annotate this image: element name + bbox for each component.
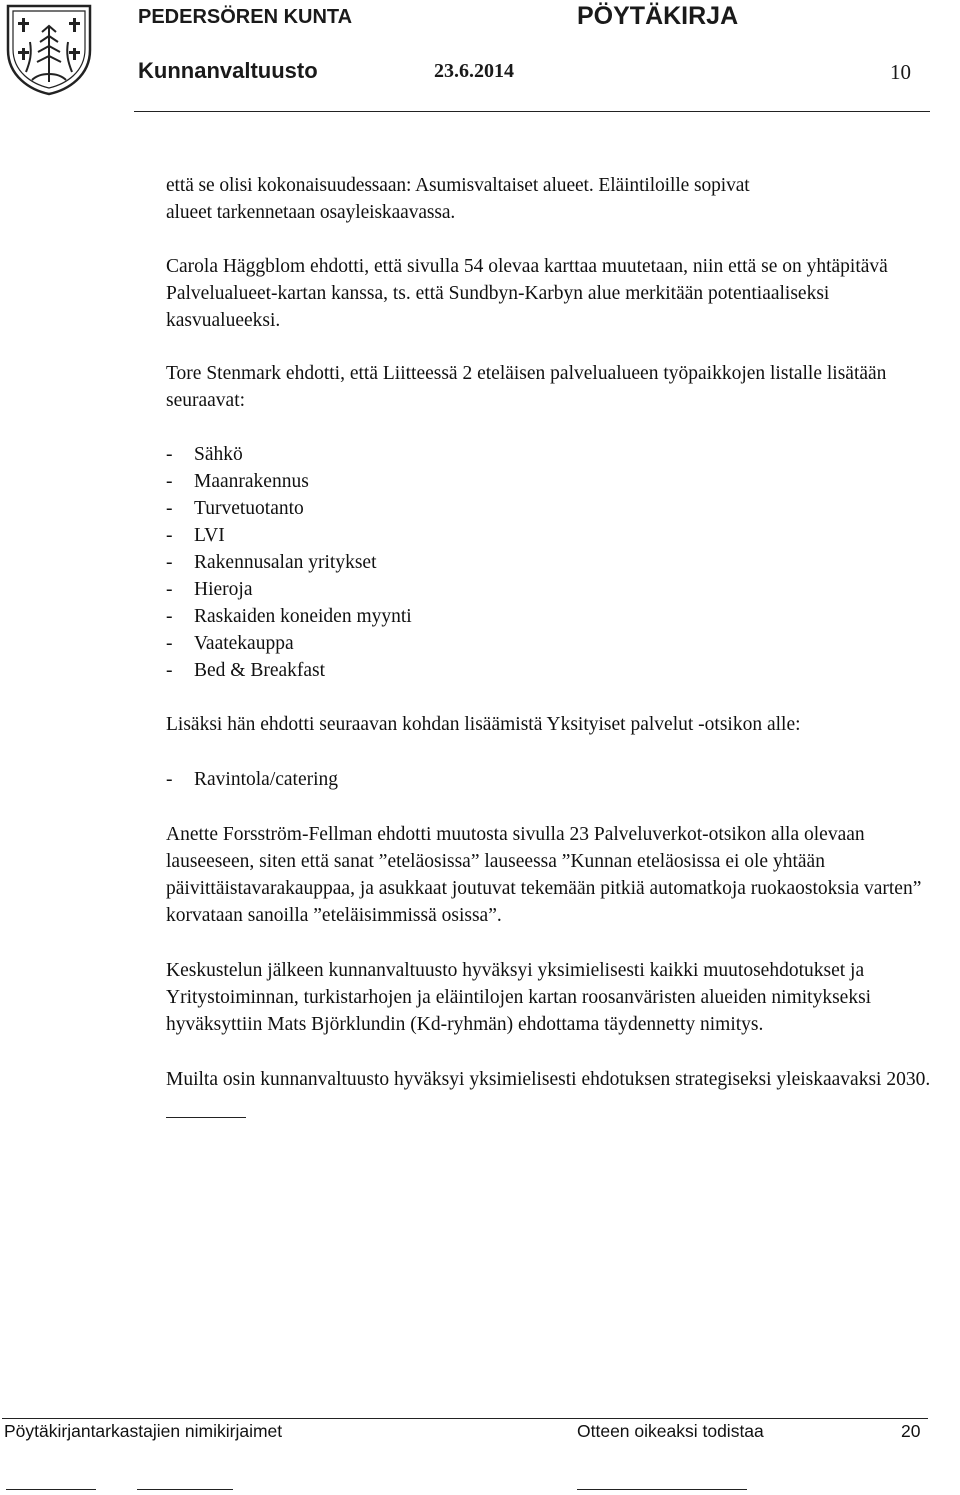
paragraph-5: Anette Forsström-Fellman ehdotti muutosta sivulla 23 Palveluverkot-otsikon alla olevaan lauseeseen, siten että sanat ”eteläosissa” lauseessa ”Kunnan eteläosissa ei ole yhtään päivittäistavarakauppaa, ja asukkaat joutuvat tekemään pitkiä automatkoja ruokaostoksia varten” korvataan sanoilla ”eteläisimmissä osissa”.	[166, 824, 922, 926]
job-list	[166, 441, 936, 684]
paragraph-4: Lisäksi hän ehdotti seuraavan kohdan lisäämistä Yksityiset palvelut -otsikon alle:	[166, 714, 801, 735]
page-number: 10	[890, 60, 911, 84]
list-item-text: LVI	[194, 525, 225, 546]
meeting-date: 23.6.2014	[434, 60, 514, 82]
list-item-text: Maanrakennus	[194, 471, 309, 492]
organization-name: PEDERSÖREN KUNTA	[138, 6, 353, 28]
list-item-text: Turvetuotanto	[194, 498, 304, 519]
document-type: PÖYTÄKIRJA	[577, 2, 739, 30]
signature-line	[137, 1489, 233, 1490]
list-dash: -	[166, 552, 173, 573]
list-item	[166, 522, 936, 549]
list-item-text: Sähkö	[194, 444, 243, 465]
list-dash: -	[166, 498, 173, 519]
list-item	[166, 766, 936, 793]
list-item	[166, 549, 936, 576]
list-dash: -	[166, 444, 173, 465]
list-dash: -	[166, 525, 173, 546]
list-item-text: Ravintola/catering	[194, 769, 339, 790]
paragraph-2: Carola Häggblom ehdotti, että sivulla 54 olevaa karttaa muutetaan, niin että se on yhtäpitävä Palvelualueet-kartan kanssa, ts. että Sundbyn-Karbyn alue merkitään potentiaaliseksi kasvualueeksi.	[166, 256, 888, 331]
paragraph-1	[166, 172, 936, 226]
end-line	[166, 1117, 246, 1118]
list-item-text: Vaatekauppa	[194, 633, 294, 654]
document-body	[166, 172, 936, 1118]
footer-certified-label: Otteen oikeaksi todistaa	[577, 1421, 764, 1441]
footer-initials-label: Pöytäkirjantarkastajien nimikirjaimet	[4, 1421, 283, 1441]
municipality-crest-logo	[2, 2, 96, 96]
list-item	[166, 576, 936, 603]
list-item	[166, 468, 936, 495]
signature-line	[6, 1489, 96, 1490]
service-list	[166, 766, 936, 793]
list-dash: -	[166, 579, 173, 600]
header-divider	[134, 111, 930, 112]
list-dash: -	[166, 769, 173, 790]
list-item	[166, 657, 936, 684]
list-item-text: Bed & Breakfast	[194, 660, 326, 681]
signature-line	[577, 1489, 747, 1490]
list-dash: -	[166, 633, 173, 654]
governing-body: Kunnanvaltuusto	[138, 58, 318, 83]
paragraph-6: Keskustelun jälkeen kunnanvaltuusto hyväksyi yksimielisesti kaikki muutosehdotukset ja Yritystoiminnan, turkistarhojen ja eläintilojen kartan roosanväristen alueiden nimitykseksi hyväksyttiin Mats Björklundin (Kd-ryhmän) ehdottama täydennetty nimitys.	[166, 960, 872, 1035]
list-item-text: Rakennusalan yritykset	[194, 552, 377, 573]
footer-page-number: 20	[901, 1421, 921, 1441]
list-dash: -	[166, 471, 173, 492]
list-dash: -	[166, 606, 173, 627]
list-item-text: Hieroja	[194, 579, 253, 600]
list-item	[166, 441, 936, 468]
paragraph-1-line-2: alueet tarkennetaan osayleiskaavassa.	[166, 202, 456, 223]
list-item	[166, 630, 936, 657]
list-item	[166, 495, 936, 522]
paragraph-7: Muilta osin kunnanvaltuusto hyväksyi yksimielisesti ehdotuksen strategiseksi yleiskaavaksi 2030.	[166, 1069, 931, 1090]
list-item-text: Raskaiden koneiden myynti	[194, 606, 412, 627]
list-item	[166, 603, 936, 630]
paragraph-1-line-1: että se olisi kokonaisuudessaan: Asumisvaltaiset alueet. Eläintiloille sopivat	[166, 175, 750, 196]
paragraph-3: Tore Stenmark ehdotti, että Liitteessä 2 eteläisen palvelualueen työpaikkojen listalle lisätään seuraavat:	[166, 363, 887, 411]
footer-divider	[2, 1418, 928, 1419]
list-dash: -	[166, 660, 173, 681]
